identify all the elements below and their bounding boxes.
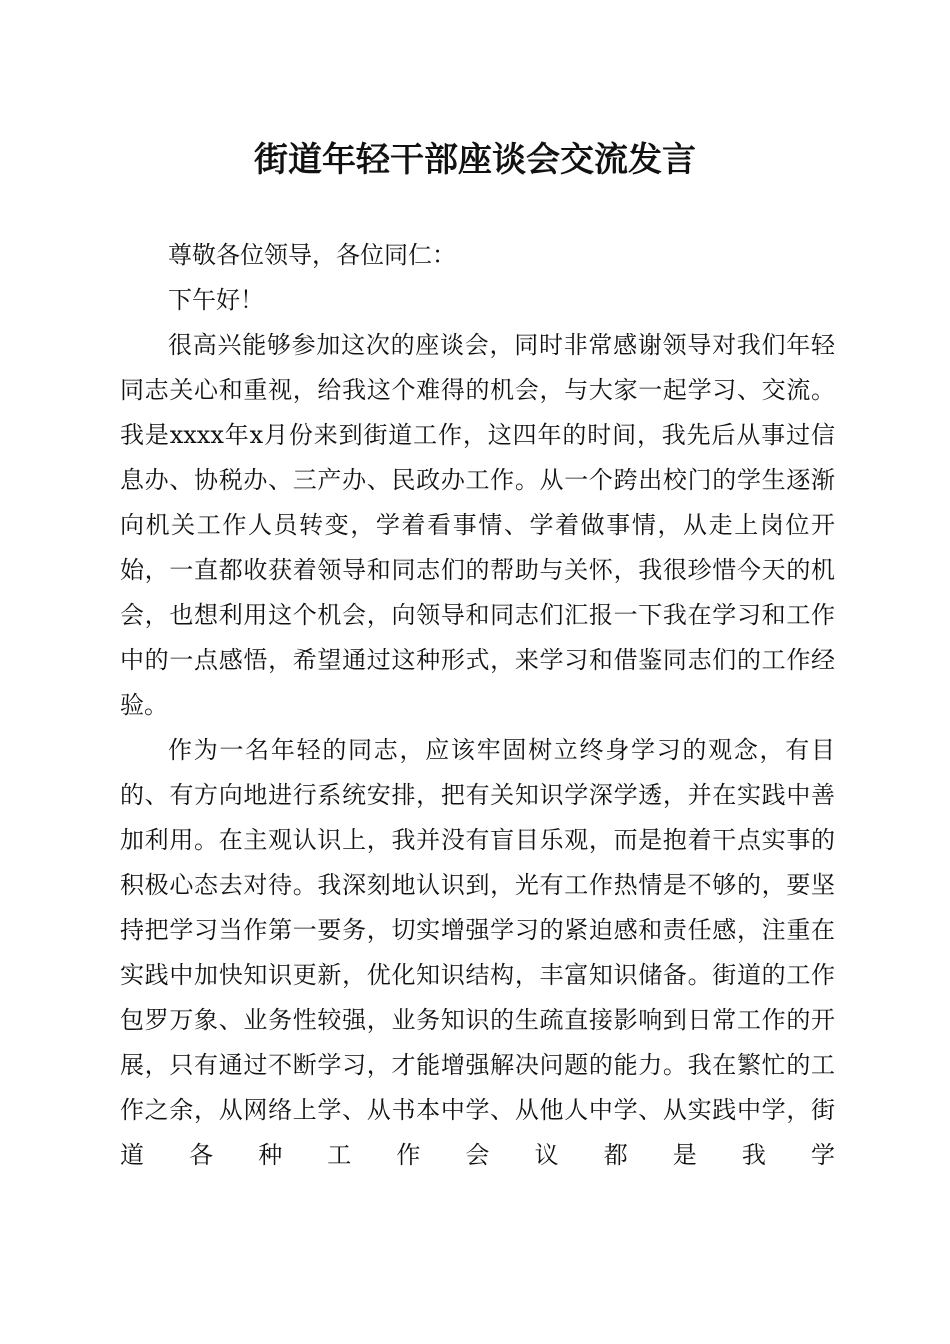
paragraph-2: 作为一名年轻的同志，应该牢固树立终身学习的观念，有目的、有方向地进行系统安排，把有关知识学深学透，并在实践中善加利用。在主观认识上，我并没有盲目乐观，而是抱着干点实事的积极心态去对待。我深刻地认识到，光有工作热情是不够的，要坚持把学习当作第一要务，切实增强学习的紧迫感和责任感，注重在实践中加快知识更新，优化知识结构，丰富知识储备。街道的工作包罗万象、业务性较强，业务知识的生疏直接影响到日常工作的开展，只有通过不断学习，才能增强解决问题的能力。我在繁忙的工作之余，从网络上学、从书本中学、从他人中学、从实践中学，街道各种工作会议都是我学 <box>120 736 835 1169</box>
salutation: 尊敬各位领导，各位同仁： <box>168 241 456 269</box>
document-body <box>120 233 835 1178</box>
document-title: 街道年轻干部座谈会交流发言 <box>254 140 696 180</box>
greeting: 下午好！ <box>168 286 264 314</box>
paragraph-1: 很高兴能够参加这次的座谈会，同时非常感谢领导对我们年轻同志关心和重视，给我这个难得的机会，与大家一起学习、交流。我是xxxx年x月份来到街道工作，这四年的时间，我先后从事过信息办、协税办、三产办、民政办工作。从一个跨出校门的学生逐渐向机关工作人员转变，学着看事情、学着做事情，从走上岗位开始，一直都收获着领导和同志们的帮助与关怀，我很珍惜今天的机会，也想利用这个机会，向领导和同志们汇报一下我在学习和工作中的一点感悟，希望通过这种形式，来学习和借鉴同志们的工作经验。 <box>120 331 835 719</box>
